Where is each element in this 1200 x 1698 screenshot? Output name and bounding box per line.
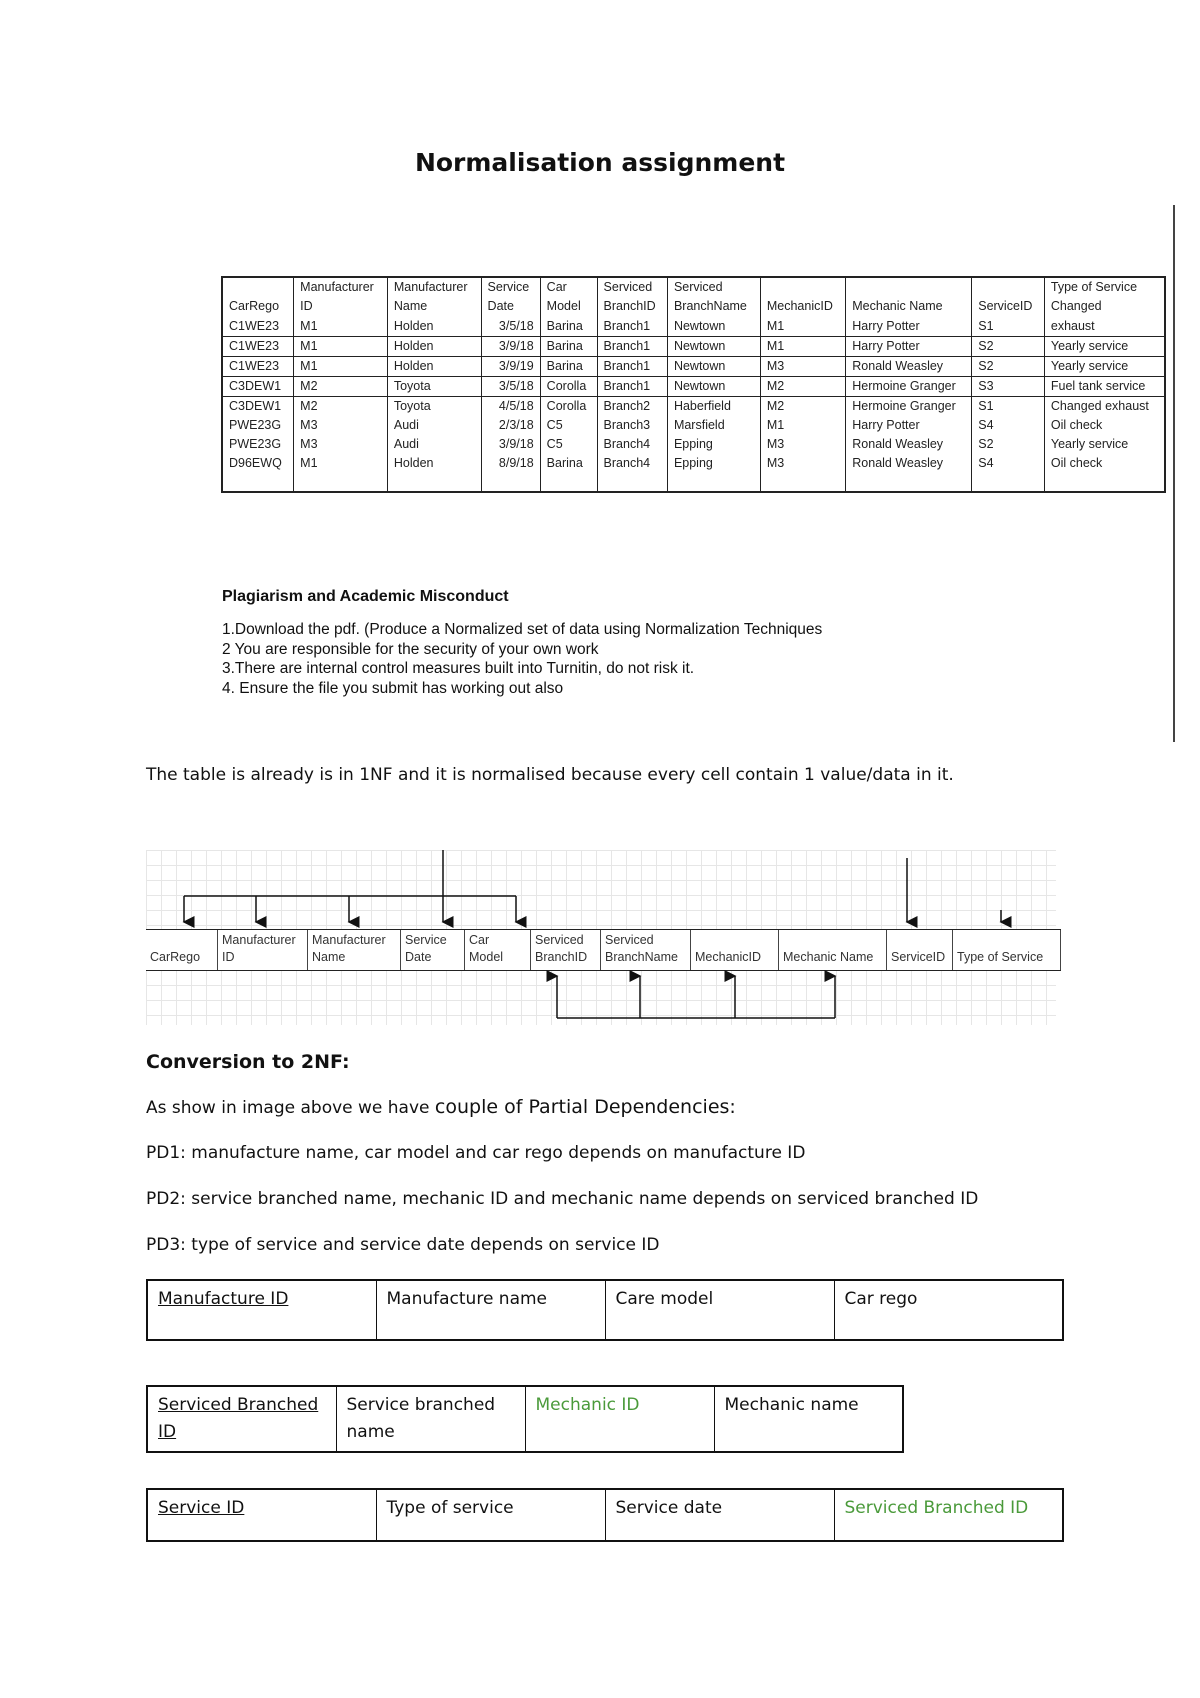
- table-cell: Toyota: [387, 377, 481, 397]
- statement-1nf: The table is already is in 1NF and it is normalised because every cell contain 1 value/data in it.: [146, 765, 954, 785]
- table-cell: Corolla: [540, 397, 597, 417]
- cell-serviced-branched-id: Serviced Branched ID: [147, 1386, 336, 1452]
- table-cell: Ronald Weasley: [846, 435, 972, 454]
- table-cell: M1: [294, 337, 388, 357]
- diagram-column-label: Name: [312, 950, 346, 964]
- table-cell: Holden: [387, 317, 481, 337]
- plagiarism-notice: [222, 588, 822, 698]
- cell-car-rego: Car rego: [834, 1280, 1063, 1340]
- table-cell: C1WE23: [222, 357, 294, 377]
- table-cell: Harry Potter: [846, 416, 972, 435]
- table-cell: Barina: [540, 317, 597, 337]
- diagram-column-label: Manufacturer: [222, 933, 296, 947]
- pd2-text: PD2: service branched name, mechanic ID and mechanic name depends on serviced branched ID: [146, 1189, 979, 1209]
- table-cell: Branch1: [597, 357, 667, 377]
- pd3-text: PD3: type of service and service date depends on service ID: [146, 1235, 660, 1255]
- header-car-model: Car Model: [540, 277, 597, 317]
- table-cell: 4/5/18: [481, 397, 540, 417]
- table-cell: M2: [294, 397, 388, 417]
- header-manufacturer-name: Manufacturer Name: [387, 277, 481, 317]
- table-cell: Hermoine Granger: [846, 377, 972, 397]
- table-cell: 3/5/18: [481, 377, 540, 397]
- cell-mechanic-name: Mechanic name: [714, 1386, 903, 1452]
- header-type-of-service: Type of Service Changed: [1044, 277, 1165, 317]
- cell-service-id: Service ID: [147, 1489, 376, 1541]
- table-cell: M1: [760, 337, 845, 357]
- table-cell: Holden: [387, 337, 481, 357]
- table-row: [222, 337, 1165, 357]
- table-row: [222, 317, 1165, 337]
- table-cell: C1WE23: [229, 319, 280, 333]
- table-cell: Newtown: [667, 357, 760, 377]
- table-cell: C5: [540, 416, 597, 435]
- table-cell: Barina: [540, 337, 597, 357]
- cell-service-branched-name: Service branched name: [336, 1386, 525, 1452]
- diagram-column-label: BranchName: [605, 950, 678, 964]
- table-cell: Harry Potter: [846, 317, 972, 337]
- header-mechanic-name: Mechanic Name: [846, 277, 972, 317]
- plagiarism-item: 1.Download the pdf. (Produce a Normalized set of data using Normalization Techniques: [222, 621, 823, 638]
- table-cell: M3: [760, 357, 845, 377]
- table-cell: M1: [760, 317, 845, 337]
- table-cell: Branch1: [597, 377, 667, 397]
- table-cell: Oil check: [1044, 416, 1165, 435]
- table-cell: exhaust: [1044, 317, 1165, 337]
- table-cell: Epping: [667, 454, 760, 492]
- table-cell: Ronald Weasley: [846, 357, 972, 377]
- source-data-table: [221, 276, 1166, 493]
- conversion-heading: Conversion to 2NF:: [146, 1051, 350, 1073]
- table-cell: Newtown: [667, 377, 760, 397]
- pd1-text: PD1: manufacture name, car model and car rego depends on manufacture ID: [146, 1143, 806, 1163]
- diagram-column-label: Serviced: [605, 933, 654, 947]
- table-cell: Branch2: [597, 397, 667, 417]
- table-cell: 3/9/18: [481, 435, 540, 454]
- table-cell: M1: [294, 357, 388, 377]
- source-table-body: [222, 317, 1165, 492]
- plagiarism-item: 2 You are responsible for the security of your own work: [222, 640, 599, 658]
- table-cell: Fuel tank service: [1044, 377, 1165, 397]
- table-cell: Oil check: [1044, 454, 1165, 492]
- diagram-column-label: BranchID: [535, 950, 588, 964]
- table-row: [222, 357, 1165, 377]
- table-cell: M3: [294, 416, 388, 435]
- table-cell: S2: [972, 337, 1045, 357]
- diagram-column-label: Service: [405, 933, 447, 947]
- table-cell: Toyota: [387, 397, 481, 417]
- cell-mechanic-id: Mechanic ID: [525, 1386, 714, 1452]
- table-cell: M2: [760, 377, 845, 397]
- cell-serviced-branched-id-fk: Serviced Branched ID: [834, 1489, 1063, 1541]
- dependency-arrows: [146, 850, 1056, 1025]
- cell-manufacture-name: Manufacture name: [376, 1280, 605, 1340]
- cell-service-date: Service date: [605, 1489, 834, 1541]
- table-cell: PWE23G: [229, 418, 282, 432]
- table-cell: Haberfield: [667, 397, 760, 417]
- table-row: [222, 397, 1165, 417]
- diagram-column-label: Mechanic Name: [783, 950, 874, 964]
- diagram-column-label: ServiceID: [891, 950, 946, 964]
- source-table-header: [222, 277, 1165, 317]
- diagram-column-label: MechanicID: [695, 950, 761, 964]
- header-service-id: ServiceID: [972, 277, 1045, 317]
- pd-intro: As show in image above we have couple of Partial Dependencies:: [146, 1096, 736, 1118]
- table-cell: M2: [760, 397, 845, 417]
- table-cell: M1: [294, 454, 388, 492]
- table-cell: 3/9/18: [481, 337, 540, 357]
- table-cell: Holden: [387, 357, 481, 377]
- table-service: [146, 1488, 1064, 1542]
- table-cell: Yearly service: [1044, 357, 1165, 377]
- table-row: [222, 435, 1165, 454]
- table-cell: Yearly service: [1044, 435, 1165, 454]
- header-carrego: CarRego: [229, 299, 280, 313]
- table-cell: Marsfield: [667, 416, 760, 435]
- plagiarism-heading: Plagiarism and Academic Misconduct: [222, 588, 509, 605]
- cell-care-model: Care model: [605, 1280, 834, 1340]
- table-cell: Branch3: [597, 416, 667, 435]
- table-cell: 3/5/18: [481, 317, 540, 337]
- table-cell: Audi: [387, 416, 481, 435]
- table-manufacture: [146, 1279, 1064, 1341]
- table-row: [222, 377, 1165, 397]
- diagram-column-label: Manufacturer: [312, 933, 386, 947]
- table-cell: Corolla: [540, 377, 597, 397]
- table-cell: Barina: [540, 357, 597, 377]
- table-cell: S1: [972, 317, 1045, 337]
- diagram-column-label: Serviced: [535, 933, 584, 947]
- table-cell: M1: [760, 416, 845, 435]
- diagram-column-label: Model: [469, 950, 504, 964]
- header-mechanic-id: MechanicID: [760, 277, 845, 317]
- table-cell: Audi: [387, 435, 481, 454]
- table-cell: Branch1: [597, 317, 667, 337]
- table-cell: Changed exhaust: [1044, 397, 1165, 417]
- header-service-date: Service Date: [481, 277, 540, 317]
- margin-line: [1173, 205, 1175, 742]
- table-cell: Newtown: [667, 337, 760, 357]
- table-cell: S4: [972, 454, 1045, 492]
- table-branch: [146, 1385, 904, 1453]
- table-cell: Ronald Weasley: [846, 454, 972, 492]
- table-cell: M3: [760, 454, 845, 492]
- diagram-column-label: Date: [405, 950, 432, 964]
- table-cell: C5: [540, 435, 597, 454]
- diagram-column-label: Type of Service: [957, 950, 1044, 964]
- cell-manufacture-id: Manufacture ID: [147, 1280, 376, 1340]
- table-cell: C3DEW1: [222, 397, 294, 417]
- table-cell: M3: [294, 435, 388, 454]
- table-cell: PWE23G: [229, 437, 282, 451]
- plagiarism-item: 4. Ensure the file you submit has working out also: [222, 679, 564, 697]
- table-cell: Hermoine Granger: [846, 397, 972, 417]
- dependency-diagram: [146, 850, 1056, 1025]
- table-cell: S2: [972, 435, 1045, 454]
- table-cell: S1: [972, 397, 1045, 417]
- table-cell: C1WE23: [222, 337, 294, 357]
- table-cell: Newtown: [667, 317, 760, 337]
- header-branch-id: Serviced BranchID: [597, 277, 667, 317]
- table-cell: M1: [294, 317, 388, 337]
- table-cell: Branch1: [597, 337, 667, 357]
- table-cell: D96EWQ: [229, 456, 282, 470]
- table-cell: S2: [972, 357, 1045, 377]
- table-row: [222, 454, 1165, 492]
- header-branch-name: Serviced BranchName: [667, 277, 760, 317]
- table-cell: S3: [972, 377, 1045, 397]
- table-cell: 2/3/18: [481, 416, 540, 435]
- diagram-column-label: ID: [222, 950, 235, 964]
- table-row: [222, 416, 1165, 435]
- table-cell: Yearly service: [1044, 337, 1165, 357]
- table-cell: C3DEW1: [222, 377, 294, 397]
- diagram-column-label: Car: [469, 933, 490, 947]
- table-cell: M3: [760, 435, 845, 454]
- plagiarism-item: 3.There are internal control measures built into Turnitin, do not risk it.: [222, 660, 695, 677]
- diagram-column-label: CarRego: [150, 950, 201, 964]
- table-cell: Harry Potter: [846, 337, 972, 357]
- table-cell: Epping: [667, 435, 760, 454]
- table-cell: S4: [972, 416, 1045, 435]
- cell-type-of-service: Type of service: [376, 1489, 605, 1541]
- table-cell: 8/9/18: [481, 454, 540, 492]
- table-cell: Holden: [387, 454, 481, 492]
- table-cell: 3/9/19: [481, 357, 540, 377]
- header-manufacturer-id: Manufacturer ID: [294, 277, 388, 317]
- table-cell: M2: [294, 377, 388, 397]
- table-cell: Branch4: [597, 454, 667, 492]
- page-title: Normalisation assignment: [414, 148, 786, 177]
- table-cell: Branch4: [597, 435, 667, 454]
- table-cell: Barina: [540, 454, 597, 492]
